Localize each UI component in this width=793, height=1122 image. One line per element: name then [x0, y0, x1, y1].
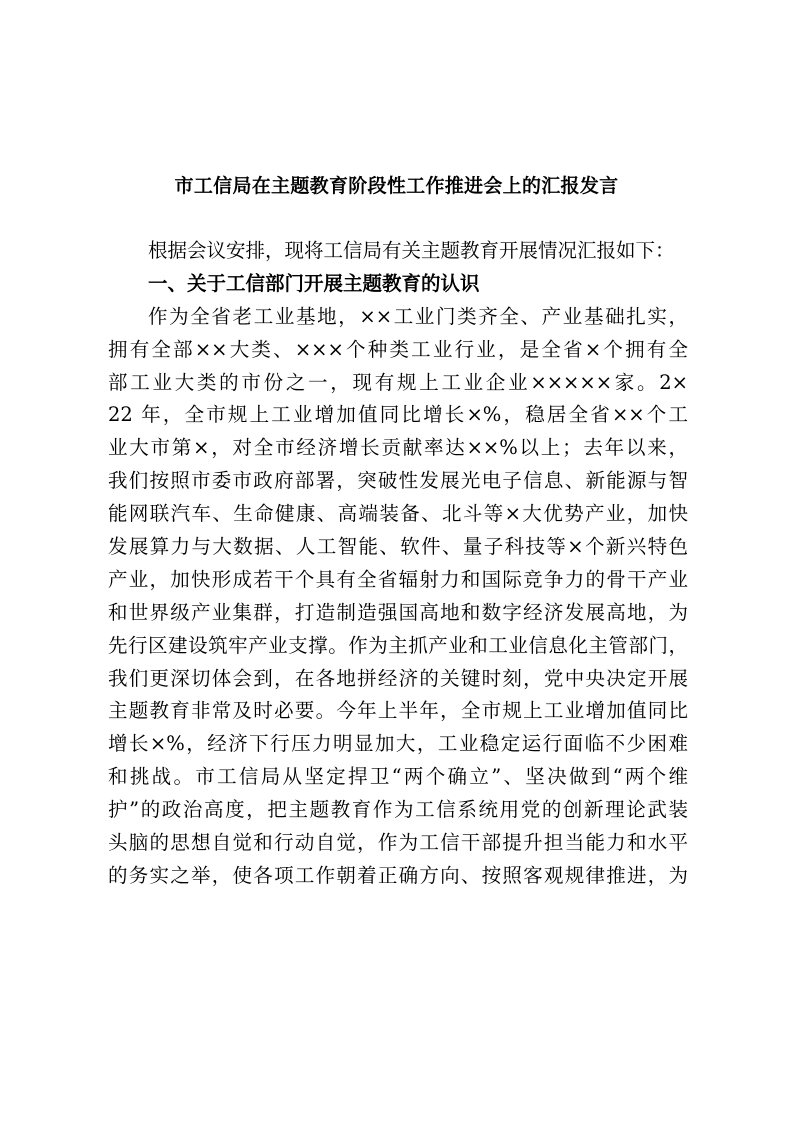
- paragraph-line: 业大市第×，对全市经济增长贡献率达××%以上；去年以来，: [108, 436, 688, 460]
- paragraph-line: 的务实之举，使各项工作朝着正确方向、按照客观规律推进，为: [108, 863, 688, 887]
- paragraph-line: 能网联汽车、生命健康、高端装备、北斗等×大优势产业，加快: [108, 502, 688, 526]
- paragraph-line: 22 年，全市规上工业增加值同比增长×%，稳居全省××个工: [108, 403, 688, 427]
- paragraph-line: 产业，加快形成若干个具有全省辐射力和国际竞争力的骨干产业: [108, 567, 688, 591]
- paragraph-line: 发展算力与大数据、人工智能、软件、量子科技等×个新兴特色: [108, 535, 688, 559]
- paragraph-line: 增长×%，经济下行压力明显加大，工业稳定运行面临不少困难: [108, 732, 688, 756]
- paragraph-line: 拥有全部××大类、×××个种类工业行业，是全省×个拥有全: [108, 337, 688, 361]
- paragraph-line: 作为全省老工业基地，××工业门类齐全、产业基础扎实，: [148, 304, 688, 328]
- paragraph-line: 和挑战。市工信局从坚定捍卫“两个确立”、坚决做到“两个维: [108, 765, 688, 789]
- paragraph-line: 和世界级产业集群，打造制造强国高地和数字经济发展高地，为: [108, 600, 688, 624]
- paragraph-line: 主题教育非常及时必要。今年上半年，全市规上工业增加值同比: [108, 699, 688, 723]
- paragraph-line: 部工业大类的市份之一，现有规上工业企业×××××家。2×: [108, 370, 688, 394]
- document-title: 市工信局在主题教育阶段性工作推进会上的汇报发言: [174, 175, 619, 197]
- paragraph-line: 护”的政治高度，把主题教育作为工信系统用党的创新理论武装: [108, 798, 688, 822]
- paragraph-line: 头脑的思想自觉和行动自觉，作为工信干部提升担当能力和水平: [108, 831, 688, 855]
- paragraph-line: 我们按照市委市政府部署，突破性发展光电子信息、新能源与智: [108, 469, 688, 493]
- intro-paragraph: 根据会议安排，现将工信局有关主题教育开展情况汇报如下：: [148, 239, 675, 262]
- document-body: [108, 235, 688, 893]
- section-heading-1: 一、关于工信部门开展主题教育的认识: [148, 271, 480, 295]
- paragraph-line: 我们更深切体会到，在各地拼经济的关键时刻，党中央决定开展: [108, 666, 688, 690]
- paragraph-line: 先行区建设筑牢产业支撑。作为主抓产业和工业信息化主管部门，: [108, 633, 688, 657]
